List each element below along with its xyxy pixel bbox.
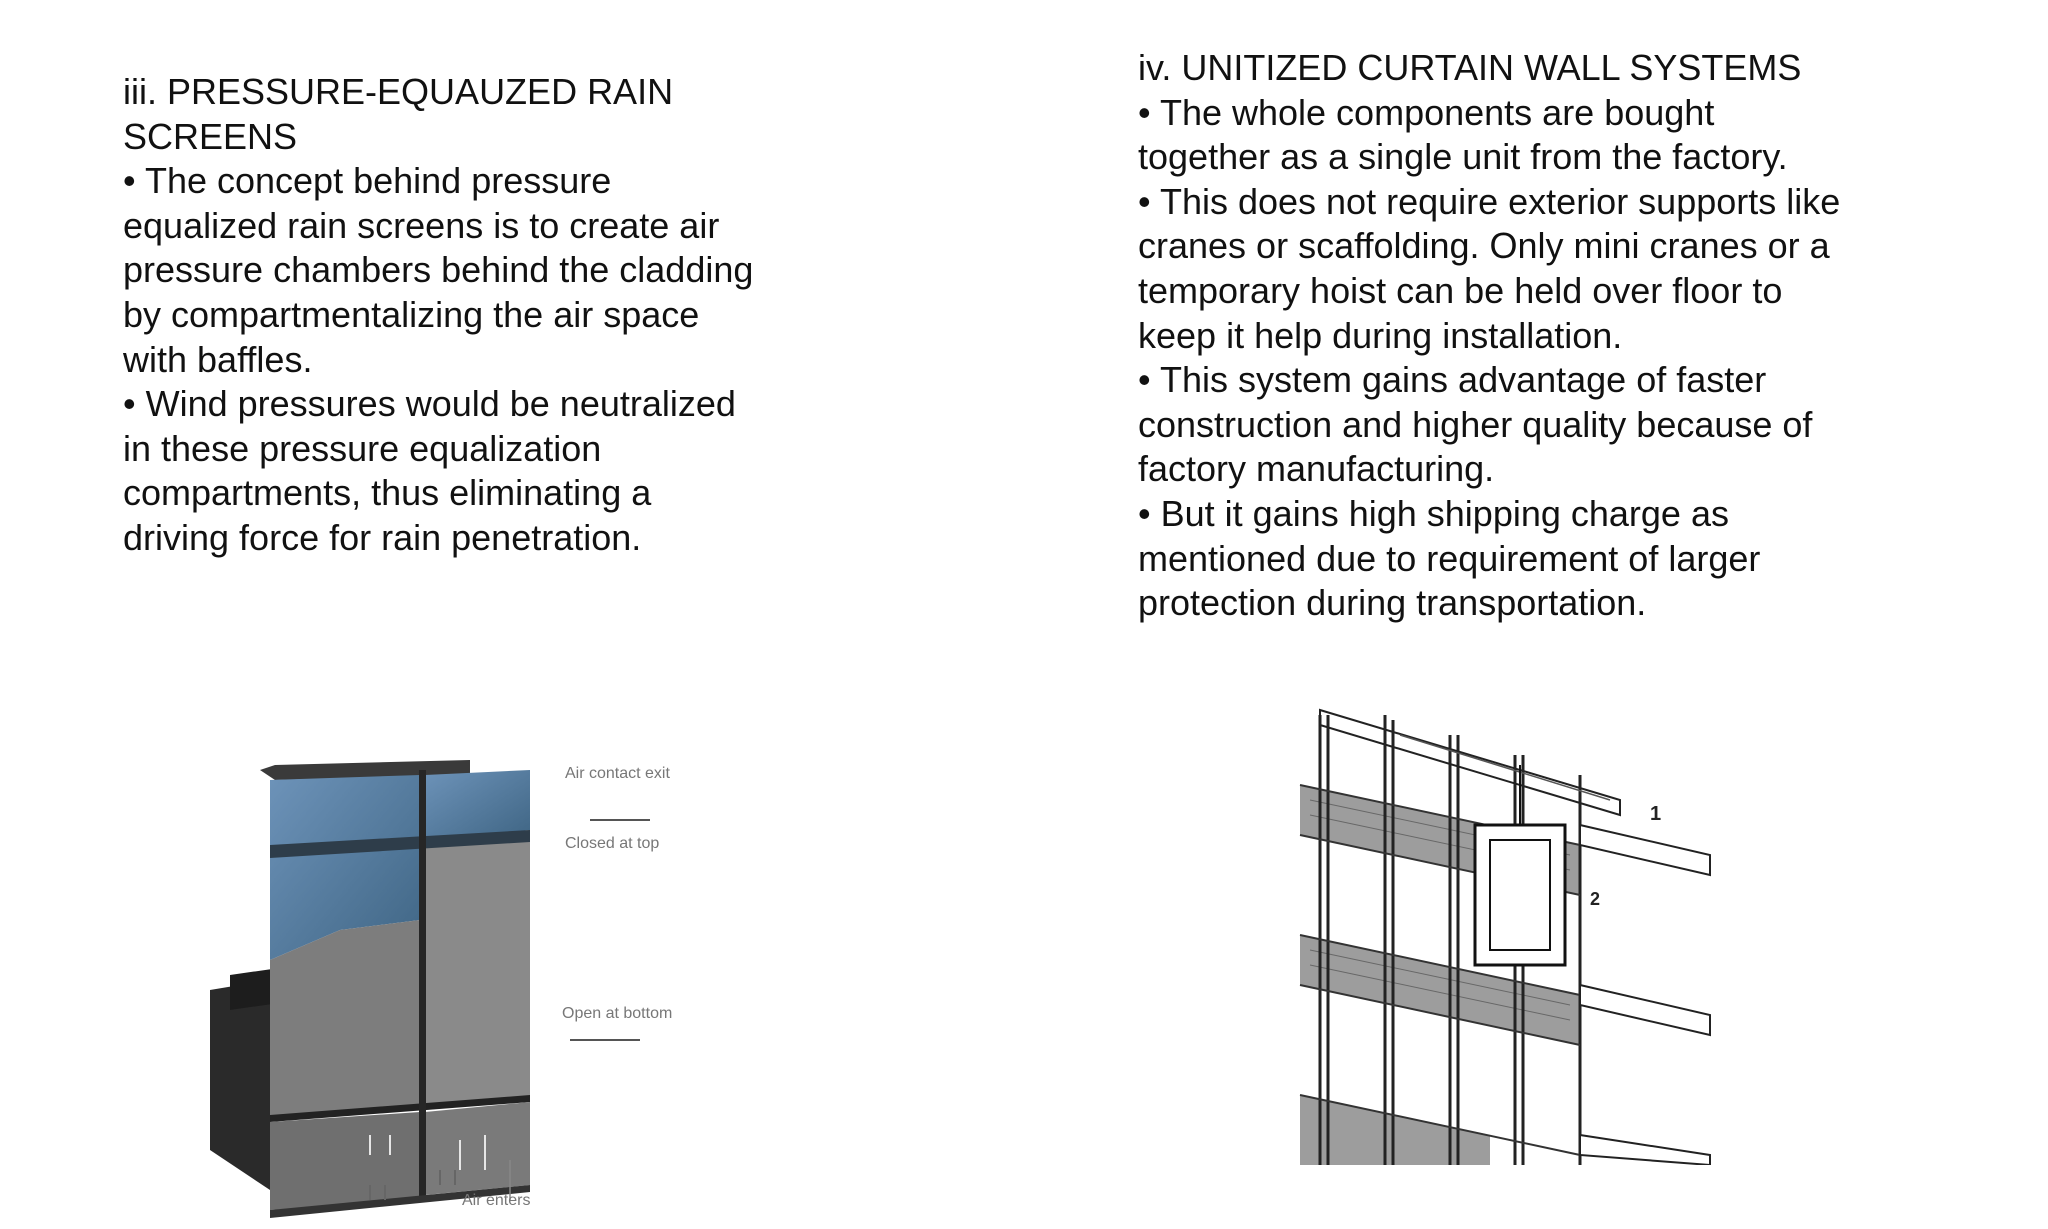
left-heading-line-2: SCREENS: [123, 115, 298, 157]
left-body-line: • The concept behind pressure: [123, 160, 612, 202]
right-body-line: temporary hoist can be held over floor to: [1138, 269, 1783, 311]
right-body-line: • But it gains high shipping charge as: [1138, 492, 1729, 534]
curtain-wall-illustration: [1290, 705, 1740, 1165]
left-body-line: equalized rain screens is to create air: [123, 204, 720, 246]
label-closed-top: Closed at top: [565, 835, 660, 852]
left-body-line: • Wind pressures would be neutralized: [123, 383, 736, 425]
label-number-two: 2: [1590, 889, 1601, 909]
left-text-block: [123, 70, 823, 561]
label-air-exit: Air contact exit: [565, 765, 670, 782]
label-air-enters: Air enters: [462, 1192, 531, 1209]
right-body-line: keep it help during installation.: [1138, 314, 1623, 356]
right-heading-line: iv. UNITIZED CURTAIN WALL SYSTEMS: [1138, 47, 1802, 88]
left-body-line: pressure chambers behind the cladding: [123, 249, 754, 291]
right-body-line: factory manufacturing.: [1138, 448, 1495, 490]
label-open-bottom: Open at bottom: [562, 1005, 673, 1022]
left-body-line: compartments, thus eliminating a: [123, 472, 652, 514]
left-body-line: in these pressure equalization: [123, 427, 602, 469]
right-body-line: cranes or scaffolding. Only mini cranes or a: [1138, 225, 1830, 267]
right-body-line: protection during transportation.: [1138, 582, 1647, 624]
label-number-one: 1: [1650, 803, 1662, 825]
right-body-line: • This does not require exterior supports like: [1138, 180, 1841, 222]
left-heading-line-1: iii. PRESSURE-EQUAUZED RAIN: [123, 71, 674, 112]
right-body-line: together as a single unit from the factory.: [1138, 136, 1788, 178]
right-body-line: construction and higher quality because of: [1138, 403, 1813, 445]
left-body-line: by compartmentalizing the air space: [123, 293, 700, 335]
rainscreen-illustration: [190, 730, 750, 1220]
right-body-line: mentioned due to requirement of larger: [1138, 537, 1761, 579]
left-body-line: with baffles.: [123, 338, 313, 380]
right-body-line: • The whole components are bought: [1138, 91, 1715, 133]
right-text-block: [1138, 46, 1958, 626]
right-body-line: • This system gains advantage of faster: [1138, 359, 1767, 401]
left-body-line: driving force for rain penetration.: [123, 516, 642, 558]
